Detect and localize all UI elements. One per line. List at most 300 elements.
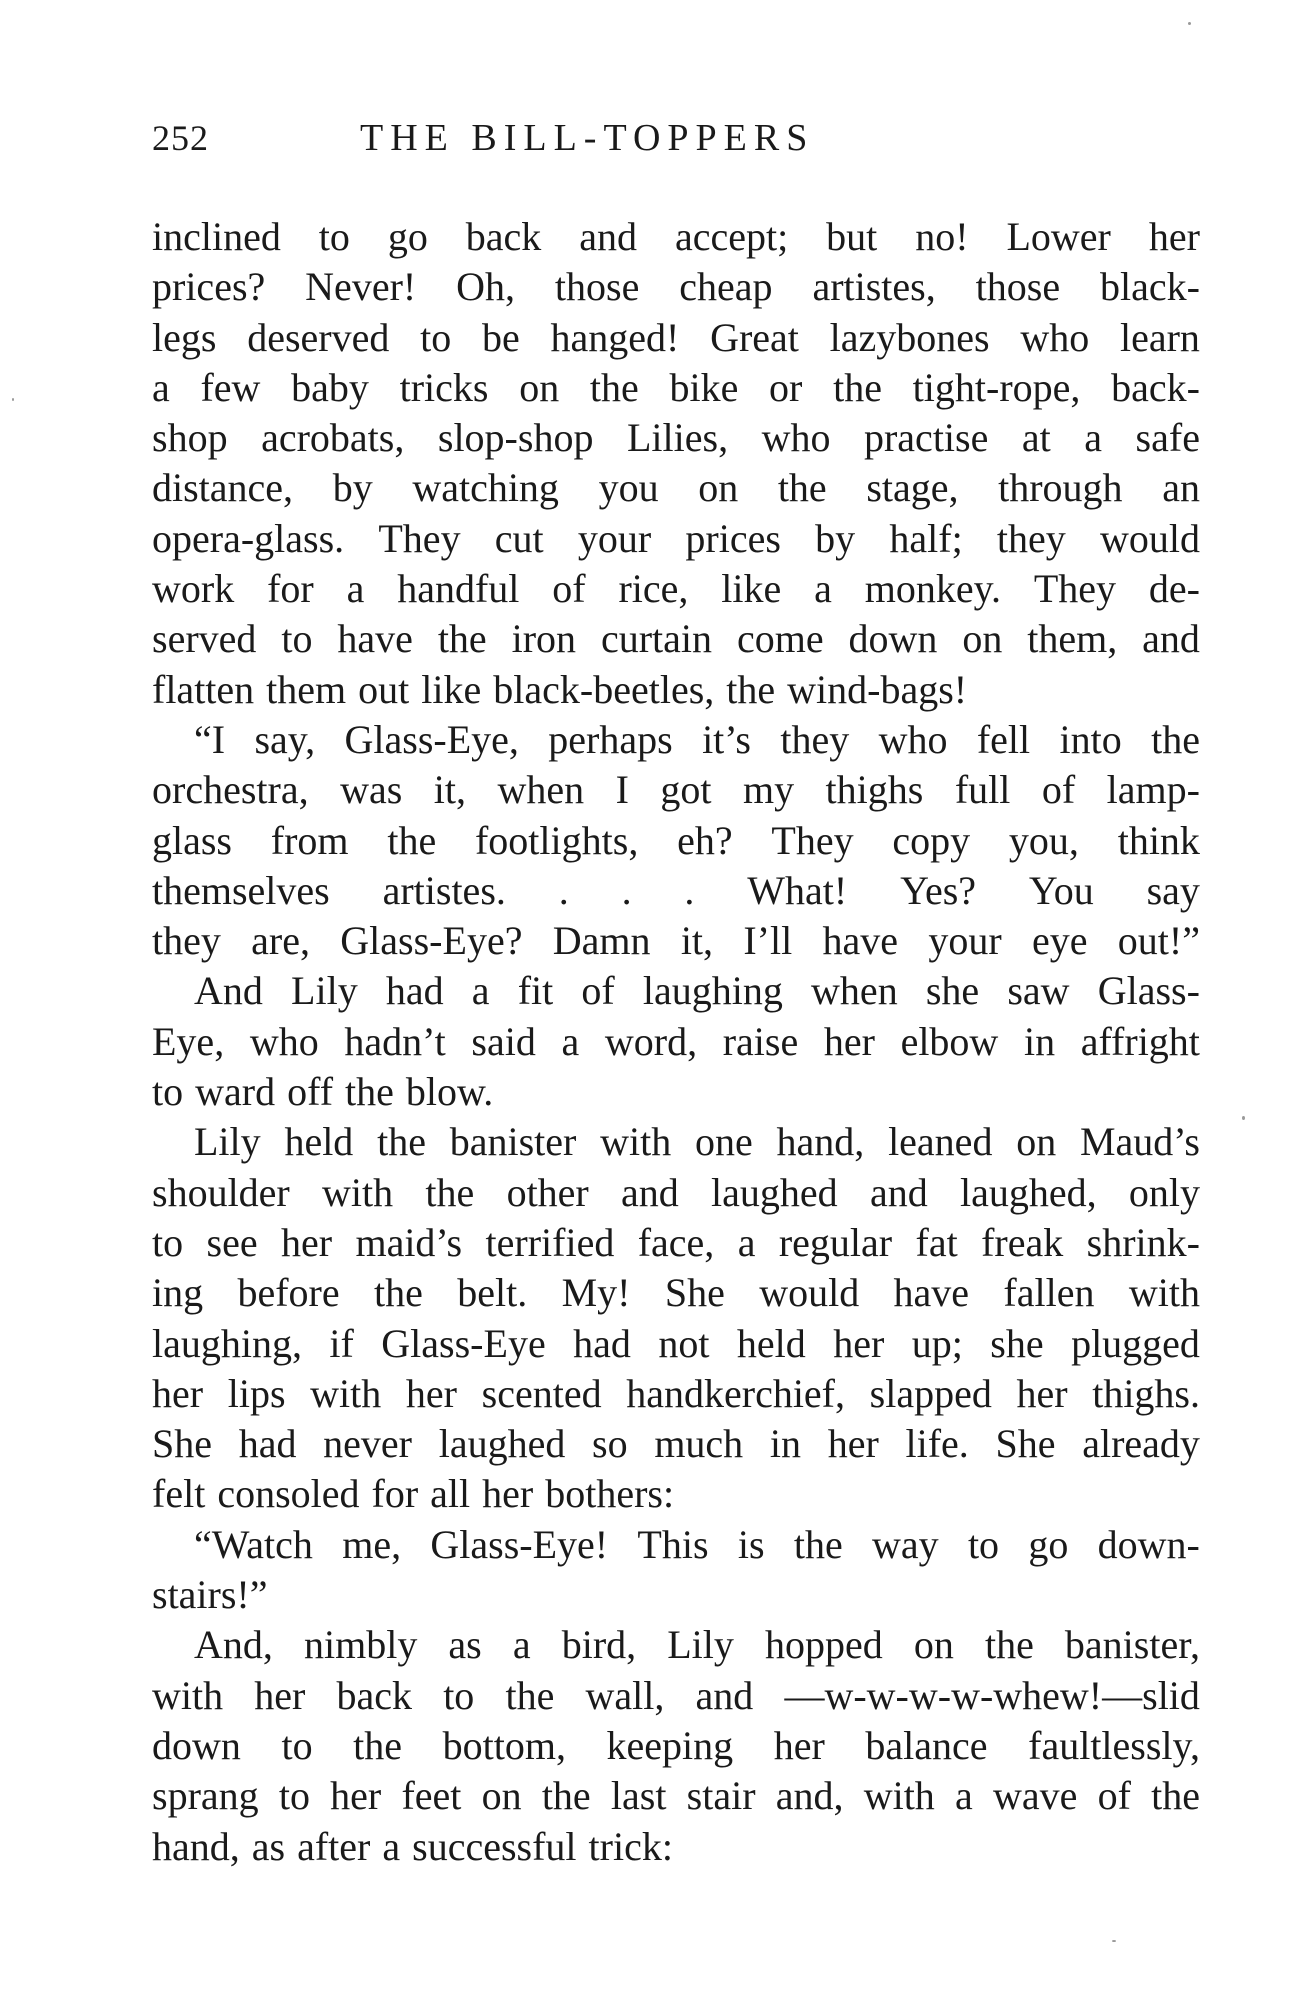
word: is — [737, 1521, 765, 1567]
word: belt. — [457, 1270, 528, 1316]
word: no! — [915, 214, 969, 259]
word: them — [266, 666, 347, 712]
word: like — [421, 666, 482, 712]
word: of — [581, 968, 615, 1014]
word: maid’s — [355, 1219, 463, 1265]
word: a — [955, 1773, 973, 1819]
word: ward — [195, 1069, 276, 1115]
word: eye — [1031, 918, 1088, 964]
word: on — [519, 364, 560, 410]
word: My! — [561, 1270, 631, 1316]
word: “I — [194, 716, 226, 762]
word: of — [1097, 1773, 1131, 1819]
word: flatten — [152, 666, 255, 712]
word: accept; — [674, 214, 789, 259]
word: —w-w-w-w-whew!—slid — [784, 1672, 1200, 1718]
word: on — [698, 465, 739, 511]
word: laughing — [642, 968, 783, 1014]
word: cut — [494, 515, 544, 561]
word: think — [1117, 817, 1200, 863]
word: the — [1151, 1773, 1200, 1819]
word: to — [967, 1521, 1000, 1567]
text-line — [152, 212, 1200, 262]
word: was — [340, 767, 403, 813]
word: She — [995, 1421, 1056, 1467]
text-line — [152, 1419, 1200, 1469]
word: into — [1059, 716, 1122, 762]
word: inclined — [152, 214, 281, 259]
word: for — [371, 1471, 419, 1517]
word: stairs!” — [152, 1572, 268, 1618]
word: have — [337, 616, 413, 662]
word: your — [577, 515, 652, 561]
word: regular — [778, 1219, 893, 1265]
word: learn — [1119, 314, 1200, 360]
word: got — [660, 767, 712, 813]
word: blow. — [405, 1069, 494, 1115]
word: They — [1033, 566, 1117, 612]
word: thighs — [825, 767, 924, 813]
word: curtain — [600, 616, 713, 662]
word: feet — [401, 1773, 462, 1819]
word: the — [437, 616, 487, 662]
word: and — [1142, 616, 1200, 662]
word: She — [152, 1421, 212, 1467]
word: an — [1162, 465, 1200, 511]
word: like — [721, 566, 782, 612]
word: perhaps — [548, 716, 673, 762]
text-line — [152, 363, 1200, 413]
word: half; — [889, 515, 963, 561]
word: laughed, — [959, 1169, 1097, 1215]
word: shoulder — [152, 1169, 290, 1215]
word: her — [405, 1370, 457, 1416]
word: wave — [992, 1773, 1078, 1819]
word: black- — [1100, 264, 1200, 310]
word: have — [893, 1270, 970, 1316]
word: Damn — [552, 918, 651, 964]
word: the — [387, 817, 437, 863]
word: Yes? — [900, 867, 977, 913]
word: terrified — [485, 1219, 615, 1265]
word: before — [237, 1270, 340, 1316]
word: had — [238, 1421, 297, 1467]
word: on — [962, 616, 1003, 662]
word: other — [506, 1169, 589, 1215]
word: come — [736, 616, 824, 662]
word: a — [512, 1622, 531, 1668]
word: laughing, — [152, 1320, 302, 1366]
word: never — [323, 1421, 412, 1467]
word: Great — [710, 314, 799, 360]
word: her — [833, 1320, 885, 1366]
word: served — [152, 616, 257, 662]
word: copy — [892, 817, 971, 863]
word: glass — [152, 817, 232, 863]
word: footlights, — [474, 817, 639, 863]
word: distance, — [152, 465, 294, 511]
word: after — [297, 1823, 371, 1869]
word: who — [1020, 314, 1090, 360]
word: would — [759, 1270, 860, 1316]
text-line — [152, 1218, 1200, 1268]
text-line — [152, 1117, 1200, 1167]
word: Glass-Eye, — [344, 716, 519, 762]
word: back — [336, 1672, 413, 1718]
word: the — [777, 465, 827, 511]
word: lips — [227, 1370, 286, 1416]
word: and — [621, 1169, 679, 1215]
word: a — [561, 1018, 580, 1064]
word: by — [332, 465, 373, 511]
word: banister, — [1064, 1622, 1200, 1668]
text-line — [152, 1168, 1200, 1218]
word: up; — [911, 1320, 963, 1366]
word: thighs. — [1092, 1370, 1200, 1416]
word: the — [345, 1069, 394, 1115]
page-number: 252 — [152, 118, 209, 158]
word: fallen — [1003, 1270, 1095, 1316]
word: are, — [251, 918, 310, 964]
word: the — [833, 364, 882, 410]
word: it, — [680, 918, 714, 964]
word: laughed — [711, 1169, 838, 1215]
word: monkey. — [864, 566, 1001, 612]
word: as — [251, 1823, 286, 1869]
word: elbow — [900, 1018, 999, 1064]
word: freak — [981, 1219, 1064, 1265]
text-line — [152, 564, 1200, 614]
word: down — [848, 616, 938, 662]
word: the — [374, 1270, 423, 1316]
word: one — [695, 1119, 753, 1165]
word: I’ll — [743, 918, 793, 964]
word: at — [1021, 415, 1051, 461]
text-line — [152, 916, 1200, 966]
word: by — [815, 515, 856, 561]
word: her — [330, 1773, 382, 1819]
word: wind-bags! — [787, 666, 968, 712]
word: the — [726, 666, 776, 712]
word: themselves — [152, 867, 330, 913]
word: she — [990, 1320, 1044, 1366]
word: legs — [152, 314, 217, 360]
word: but — [826, 214, 878, 259]
word: stage, — [866, 465, 959, 511]
word: who — [878, 716, 948, 762]
text-line — [152, 1771, 1200, 1821]
word: of — [552, 566, 586, 612]
word: Maud’s — [1079, 1119, 1200, 1165]
word: cheap — [679, 264, 773, 310]
word: orchestra, — [152, 767, 309, 813]
word: I — [615, 767, 629, 813]
word: artistes. — [382, 867, 506, 913]
text-line — [152, 765, 1200, 815]
word: deserved — [247, 314, 390, 360]
word: to — [443, 1672, 475, 1718]
word: felt — [152, 1471, 206, 1517]
word: artistes, — [812, 264, 936, 310]
word: through — [998, 465, 1123, 511]
word: and — [869, 1169, 928, 1215]
word: who — [761, 415, 831, 461]
word: on — [1016, 1119, 1057, 1165]
word: full — [954, 767, 1011, 813]
word: word, — [604, 1018, 698, 1064]
word: balance — [865, 1722, 988, 1768]
word: with — [863, 1773, 935, 1819]
word: and — [695, 1672, 754, 1718]
word: off — [287, 1069, 334, 1115]
word: . — [621, 867, 632, 913]
word: to — [152, 1069, 184, 1115]
word: they — [780, 716, 850, 762]
text-line — [152, 966, 1200, 1016]
scan-speck — [1112, 1940, 1116, 1942]
word: the — [353, 1722, 403, 1768]
word: the — [1151, 716, 1200, 762]
word: with — [600, 1119, 672, 1165]
word: to — [278, 1773, 310, 1819]
word: already — [1082, 1421, 1200, 1467]
word: bothers: — [545, 1471, 675, 1517]
word: Glass-Eye — [381, 1320, 546, 1366]
word: the — [425, 1169, 475, 1215]
word: baby — [291, 364, 369, 410]
text-line — [152, 866, 1200, 916]
word: them, — [1027, 616, 1118, 662]
word: fat — [915, 1219, 958, 1265]
word: lazybones — [829, 314, 990, 360]
word: back- — [1111, 364, 1200, 410]
text-line — [152, 313, 1200, 363]
word: way — [872, 1521, 939, 1567]
word: a — [814, 566, 832, 612]
word: held — [736, 1320, 806, 1366]
word: a — [382, 1823, 401, 1869]
word: Glass-Eye? — [340, 918, 523, 964]
word: go — [387, 214, 428, 259]
word: And — [194, 968, 263, 1014]
word: my — [742, 767, 795, 813]
word: you, — [1008, 817, 1079, 863]
word: with — [322, 1169, 394, 1215]
word: the — [589, 364, 639, 410]
text-line — [152, 665, 1200, 715]
word: slop-shop — [437, 415, 594, 461]
word: hand, — [152, 1823, 240, 1869]
word: for — [267, 566, 314, 612]
text-line — [152, 816, 1200, 866]
word: down- — [1097, 1521, 1200, 1567]
word: They — [771, 817, 854, 863]
text-line — [152, 1067, 1200, 1117]
word: as — [448, 1622, 482, 1668]
text-line — [152, 1319, 1200, 1369]
word: . — [558, 867, 569, 913]
word: de- — [1148, 566, 1200, 612]
word: a — [1084, 415, 1103, 461]
word: and, — [775, 1773, 844, 1819]
word: would — [1100, 515, 1200, 561]
word: it, — [433, 767, 466, 813]
word: said — [471, 1018, 536, 1064]
word: with — [310, 1370, 382, 1416]
word: Eye, — [152, 1018, 225, 1064]
word: sprang — [152, 1773, 259, 1819]
word: trick: — [588, 1823, 673, 1869]
word: Glass-Eye! — [430, 1521, 609, 1567]
word: and — [579, 214, 638, 259]
word: you — [598, 465, 659, 511]
word: watching — [412, 465, 559, 511]
word: Lily — [194, 1119, 261, 1165]
word: saw — [1007, 968, 1070, 1014]
word: her — [152, 1370, 204, 1416]
word: her — [254, 1672, 306, 1718]
word: out — [358, 666, 410, 712]
word: shop — [152, 415, 228, 461]
word: those — [554, 264, 640, 310]
word: of — [1041, 767, 1076, 813]
word: eh? — [677, 817, 733, 863]
word: from — [270, 817, 349, 863]
text-line — [152, 1268, 1200, 1318]
word: Glass- — [1097, 968, 1200, 1014]
text-line — [152, 715, 1200, 765]
text-line — [152, 1570, 1200, 1620]
word: fit — [517, 968, 554, 1014]
word: And, — [194, 1622, 273, 1668]
word: in — [769, 1421, 802, 1467]
word: You — [1028, 867, 1094, 913]
word: out!” — [1117, 918, 1200, 964]
word: not — [658, 1320, 710, 1366]
word: to — [281, 1722, 313, 1768]
text-line — [152, 1721, 1200, 1771]
scan-speck — [12, 398, 14, 401]
word: ing — [152, 1270, 204, 1316]
word: all — [430, 1471, 471, 1517]
word: the — [377, 1119, 426, 1165]
word: or — [769, 364, 803, 410]
word: black-beetles, — [493, 666, 715, 712]
word: say — [1146, 867, 1200, 913]
word: tight-rope, — [912, 364, 1081, 410]
text-line — [152, 1017, 1200, 1067]
word: the — [541, 1773, 591, 1819]
word: shrink- — [1086, 1219, 1200, 1265]
word: keeping — [606, 1722, 734, 1768]
text-line — [152, 1469, 1200, 1519]
word: opera-glass. — [152, 515, 345, 561]
word: a — [152, 364, 170, 410]
word: a — [737, 1219, 756, 1265]
word: affright — [1080, 1018, 1200, 1064]
word: her — [280, 1219, 333, 1265]
word: with — [152, 1672, 224, 1718]
word: Lily — [667, 1622, 734, 1668]
word: Never! — [305, 264, 417, 310]
word: a — [346, 566, 365, 612]
word: a — [471, 968, 490, 1014]
word: handful — [397, 566, 520, 612]
word: held — [284, 1119, 354, 1165]
word: handkerchief, — [626, 1370, 846, 1416]
word: hadn’t — [344, 1018, 446, 1064]
running-head — [152, 108, 1202, 168]
word: wall, — [585, 1672, 665, 1718]
word: slapped — [869, 1370, 992, 1416]
word: Lower — [1006, 214, 1111, 259]
body-text — [152, 212, 1200, 1872]
word: it’s — [702, 716, 751, 762]
text-line — [152, 262, 1200, 312]
word: prices — [685, 515, 781, 561]
word: to — [318, 214, 350, 259]
word: when — [811, 968, 898, 1014]
word: had — [573, 1320, 631, 1366]
word: to — [420, 314, 452, 360]
word: banister — [449, 1119, 577, 1165]
word: bird, — [561, 1622, 637, 1668]
running-title: THE BILL-TOPPERS — [360, 117, 815, 159]
word: consoled — [217, 1471, 360, 1517]
word: her — [1016, 1370, 1068, 1416]
word: acrobats, — [261, 415, 405, 461]
word: back — [465, 214, 542, 259]
word: rice, — [618, 566, 689, 612]
word: only — [1128, 1169, 1200, 1215]
word: iron — [511, 616, 577, 662]
word: tricks — [399, 364, 489, 410]
word: hanged! — [550, 314, 680, 360]
word: your — [928, 918, 1002, 964]
word: they — [152, 918, 221, 964]
word: had — [385, 968, 444, 1014]
word: raise — [722, 1018, 799, 1064]
word: much — [654, 1421, 744, 1467]
word: if — [329, 1320, 354, 1366]
word: those — [975, 264, 1061, 310]
word: who — [249, 1018, 319, 1064]
word: on — [481, 1773, 522, 1819]
word: they — [996, 515, 1066, 561]
text-line — [152, 1822, 1200, 1872]
scan-speck — [1188, 22, 1191, 25]
text-line — [152, 1620, 1200, 1670]
word: few — [200, 364, 261, 410]
word: leaned — [888, 1119, 993, 1165]
word: laughed — [438, 1421, 566, 1467]
word: She — [664, 1270, 725, 1316]
word: practise — [863, 415, 989, 461]
word: go — [1028, 1521, 1069, 1567]
word: Lilies, — [626, 415, 729, 461]
word: her — [1148, 214, 1200, 259]
text-line — [152, 413, 1200, 463]
word: bottom, — [442, 1722, 566, 1768]
word: in — [1023, 1018, 1056, 1064]
word: safe — [1135, 415, 1200, 461]
word: bike — [669, 364, 739, 410]
word: work — [152, 566, 235, 612]
word: This — [637, 1521, 709, 1567]
word: Lily — [291, 968, 358, 1014]
word: scented — [481, 1370, 602, 1416]
text-line — [152, 1520, 1200, 1570]
